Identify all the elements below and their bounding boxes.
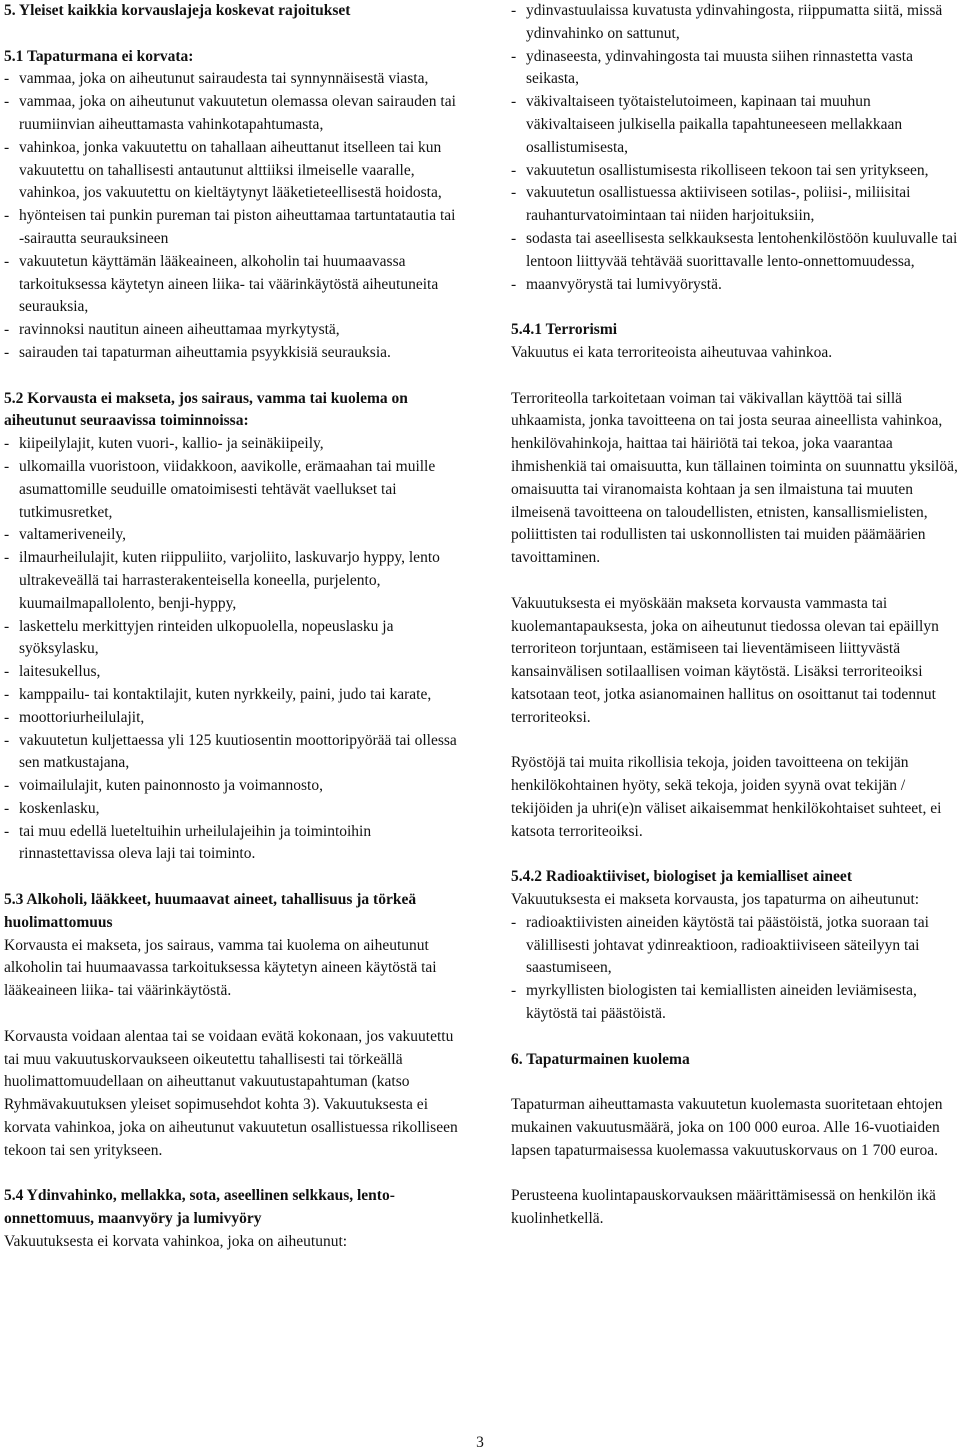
- list-item: - voimailulajit, kuten painonnosto ja voimannosto,: [4, 775, 459, 798]
- right-column: [511, 0, 959, 1231]
- list-item: - kiipeilylajit, kuten vuori-, kallio- ja seinäkiipeily,: [4, 433, 459, 456]
- list-item: - vakuutetun käyttämän lääkeaineen, alkoholin tai huumaavassa tarkoituksessa käytetyn aineen liika- tai väärinkäytöstä aiheutuneita seurauksia,: [4, 251, 459, 319]
- section-5-4-1-paragraph-2: Terroriteolla tarkoitetaan voiman tai väkivallan käyttöä tai sillä uhkaamista, jonka tavoitteena on tai josta seuraa aineellista vahinkoa, henkilövahinkoja, haittaa tai häiriötä tai tekoa, joka vaarantaa ihmishenkiä tai omaisuutta, kun tällainen toiminta on suunnattu yksilöä, omaisuutta tai viranomaista kohtaan ja sen ilmaistuna tai muuten ilmeisenä tavoitteena on taloudellisten, etnisten, kansallismielisten, poliittisten tai rodullisten tai uskonnollisten tai muiden päämäärien tavoittaminen.: [511, 389, 958, 567]
- section-5-title: 5. Yleiset kaikkia korvauslajeja koskevat rajoitukset: [4, 2, 351, 19]
- list-item: - vahinkoa, jonka vakuutettu on tahallaan aiheuttanut itselleen tai kun vakuutettu on tahallisesti antautunut alttiiksi ilmeiselle vaaralle, vahinkoa, jos vakuutettu on kieltäytynyt lääketieteellisestä hoidosta,: [4, 137, 459, 205]
- page-number: 3: [476, 1434, 484, 1451]
- section-5-4-intro: Vakuutuksesta ei korvata vahinkoa, joka on aiheutunut:: [4, 1233, 348, 1251]
- list-item: - vammaa, joka on aiheutunut vakuutetun olemassa olevan sairauden tai ruumiinvian aiheuttamasta vahinkotapahtumasta,: [4, 91, 459, 137]
- section-5-4-title: 5.4 Ydinvahinko, mellakka, sota, aseellinen selkkaus, lento-onnettomuus, maanvyöry ja lumivyöry: [4, 1187, 395, 1228]
- list-item: - ydinvastuulaissa kuvatusta ydinvahingosta, riippumatta siitä, missä ydinvahinko on sattunut,: [511, 0, 959, 46]
- list-item: - myrkyllisten biologisten tai kemiallisten aineiden leviämisesta, käytöstä tai päästöistä.: [511, 980, 959, 1026]
- list-item: - maanvyörystä tai lumivyörystä.: [511, 274, 959, 297]
- list-item: - vakuutetun osallistuessa aktiiviseen sotilas-, poliisi-, miliisitai rauhanturvatoimintaan tai niiden harjoituksiin,: [511, 182, 959, 228]
- list-item: - radioaktiivisten aineiden käytöstä tai päästöistä, jotka suoraan tai välillisesti johtavat ydinreaktioon, radioaktiiviseen säteilyyn tai saastumiseen,: [511, 912, 959, 980]
- list-item: - väkivaltaiseen työtaistelutoimeen, kapinaan tai muuhun väkivaltaiseen julkisella paikalla tapahtuneeseen mellakkaan osallistumisesta,: [511, 91, 959, 159]
- list-item: - sodasta tai aseellisesta selkkauksesta lentohenkilöstöön kuuluvalle tai lentoon liittyvää tehtävää suorittavalle lento-onnettomuudessa,: [511, 228, 959, 274]
- section-5-4-2-list: [511, 912, 959, 1026]
- section-5-3-paragraph-1: Korvausta ei makseta, jos sairaus, vamma tai kuolema on aiheutunut alkoholin tai huumaavassa tarkoituksessa käytetyn aineen käytöstä tai lääkeaineen liika- tai väärinkäytöstä.: [4, 936, 437, 1000]
- section-5-1-list: [4, 68, 459, 364]
- section-5-3-paragraph-2: Korvausta voidaan alentaa tai se voidaan evätä kokonaan, jos vakuutettu tai muu vakuutuskorvaukseen oikeutettu tahallisesti tai törkeällä huolimattomuudellaan on aiheuttanut vakuutustapahtuman (katso Ryhmävakuutuksen yleiset sopimusehdot kohta 3). Vakuutuksesta ei korvata vahinkoa, joka on aiheutunut vakuutetun osallistuessa rikolliseen tekoon tai sen yritykseen.: [4, 1027, 458, 1159]
- section-5-1-title: 5.1 Tapaturmana ei korvata:: [4, 47, 194, 65]
- section-5-2-title: 5.2 Korvausta ei makseta, jos sairaus, vamma tai kuolema on aiheutunut seuraavissa toiminnoissa:: [4, 389, 408, 430]
- section-5-4-2-intro: Vakuutuksesta ei makseta korvausta, jos tapaturma on aiheutunut:: [511, 891, 920, 909]
- section-5-4-2-title: 5.4.2 Radioaktiiviset, biologiset ja kemialliset aineet: [511, 868, 852, 886]
- left-column: [4, 0, 459, 1254]
- list-item: - laskettelu merkittyjen rinteiden ulkopuolella, nopeuslasku ja syöksylasku,: [4, 616, 459, 662]
- list-item: - kamppailu- tai kontaktilajit, kuten nyrkkeily, paini, judo tai karate,: [4, 684, 459, 707]
- list-item: - ravinnoksi nautitun aineen aiheuttamaa myrkytystä,: [4, 319, 459, 342]
- section-5-2-list: [4, 433, 459, 866]
- list-item: - ydinaseesta, ydinvahingosta tai muusta siihen rinnastetta vasta seikasta,: [511, 46, 959, 92]
- list-item: - koskenlasku,: [4, 798, 459, 821]
- section-5-4-1-paragraph-1: Vakuutus ei kata terroriteoista aiheutuvaa vahinkoa.: [511, 343, 833, 361]
- section-5-3-title: 5.3 Alkoholi, lääkkeet, huumaavat aineet, tahallisuus ja törkeä huolimattomuus: [4, 891, 417, 931]
- list-item: - tai muu edellä lueteltuihin urheilulajeihin ja toimintoihin rinnastettavissa oleva laji tai toiminto.: [4, 821, 459, 867]
- section-5-4-1-title: 5.4.1 Terrorismi: [511, 321, 618, 339]
- list-item: - ulkomailla vuoristoon, viidakkoon, aavikolle, erämaahan tai muille asumattomille seuduille omatoimisesti tehtävät vaellukset tai tutkimusretket,: [4, 456, 459, 524]
- list-item: - vakuutetun kuljettaessa yli 125 kuutiosentin moottoripyörää tai ollessa sen matkustajana,: [4, 730, 459, 776]
- list-item: - sairauden tai tapaturman aiheuttamia psyykkisiä seurauksia.: [4, 342, 459, 365]
- list-item: - ilmaurheilulajit, kuten riippuliito, varjoliito, laskuvarjo hyppy, lento ultrakeveällä tai harrasterakenteisella koneella, purjelento, kuumailmapallolento, benji-hyppy,: [4, 547, 459, 615]
- section-5-4-1-paragraph-4: Ryöstöjä tai muita rikollisia tekoja, joiden tavoitteena on tekijän henkilökohtainen hyöty, sekä tekoja, joiden syynä ovat tekijän / tekijöiden ja uhri(e)n väliset aikaisemmat henkilökohtaiset suhteet, ei katsota terroriteoiksi.: [511, 754, 942, 840]
- section-6-paragraph-1: Tapaturman aiheuttamasta vakuutetun kuolemasta suoritetaan ehtojen mukainen vakuutusmäärä, joka on 100 000 euroa. Alle 16-vuotiaiden lapsen tapaturmaisessa kuolemassa vakuutuskorvaus on 1 700 euroa.: [511, 1096, 943, 1159]
- section-6-paragraph-2: Perusteena kuolintapauskorvauksen määrittämisessä on henkilön ikä kuolinhetkellä.: [511, 1187, 936, 1228]
- list-item: - vammaa, joka on aiheutunut sairaudesta tai synnynnäisestä viasta,: [4, 68, 459, 91]
- section-5-4-1-paragraph-3: Vakuutuksesta ei myöskään makseta korvausta vammasta tai kuolemantapauksesta, joka on aiheutunut tiedossa olevan tai epäillyn terroriteon torjuntaan, estämiseen tai lieventämiseen liittyvästä kansainvälisen sotilaallisen voiman käytöstä. Lisäksi terroriteoiksi katsotaan teot, jotka asianomainen hallitus on osoittanut tai todennut terroriteoksi.: [511, 594, 939, 726]
- section-5-4-list: [511, 0, 959, 296]
- list-item: - vakuutetun osallistumisesta rikolliseen tekoon tai sen yritykseen,: [511, 160, 959, 183]
- list-item: - hyönteisen tai punkin pureman tai piston aiheuttamaa tartuntatautia tai -sairautta seurauksineen: [4, 205, 459, 251]
- list-item: - moottoriurheilulajit,: [4, 707, 459, 730]
- list-item: - valtameriveneily,: [4, 524, 459, 547]
- list-item: - laitesukellus,: [4, 661, 459, 684]
- section-6-title: 6. Tapaturmainen kuolema: [511, 1050, 690, 1068]
